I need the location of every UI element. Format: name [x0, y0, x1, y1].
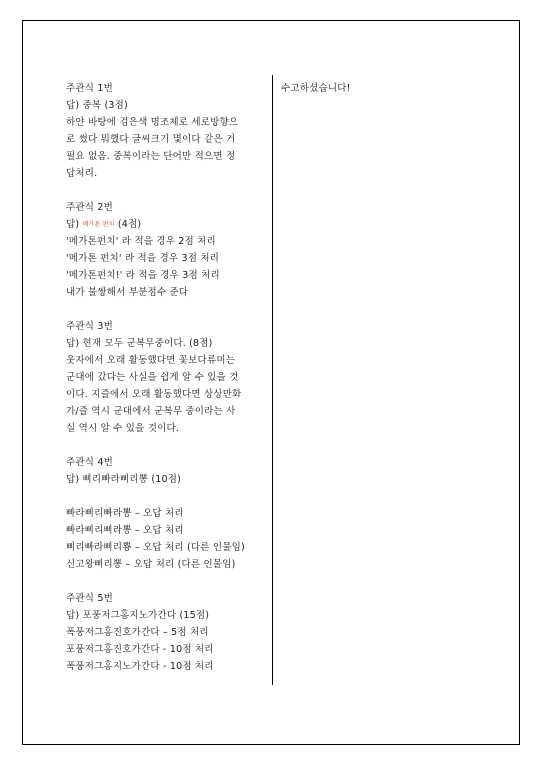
question-1-line: 필요 없음. 중복이라는 단어만 적으면 정 — [66, 151, 236, 162]
question-5-line: 폭풍저그홍지노가간다 - 10점 처리 — [66, 661, 214, 672]
question-1-heading: 주관식 1번 — [66, 83, 113, 94]
question-1-line: 하얀 바탕에 검은색 명조체로 세로방향으 — [66, 117, 239, 128]
question-4-answer: 답) 삐리빠라삐리뽕 (10점) — [66, 474, 182, 485]
question-1-line: 로 썼다 뭐했다 글씨크기 몇이다 같은 거 — [66, 134, 236, 145]
question-4-line: 신고왕삐리뽕 – 오답 처리 (다른 인물임) — [66, 559, 236, 570]
question-4-block — [66, 454, 266, 573]
question-3-heading: 주관식 3번 — [66, 321, 113, 332]
question-2-answer-points: (4점) — [117, 219, 142, 230]
question-2-answer — [66, 216, 266, 233]
question-5-answer: 답) 포풍저그홍지노가간다 (15점) — [66, 610, 210, 621]
answer-key-column — [66, 80, 266, 675]
document-page — [22, 20, 520, 745]
question-4-line: 삐리빠라삐리뿅 – 오답 처리 (다른 인물임) — [66, 542, 245, 553]
question-3-line: 웃자에서 오래 활동했다면 꽃보다류미는 — [66, 355, 236, 366]
question-2-answer-small-text: 메가톤 펀치 — [82, 221, 115, 228]
question-1-answer: 답) 중복 (3점) — [66, 100, 128, 111]
question-3-block — [66, 318, 266, 437]
question-2-line: 내가 불쌍해서 부분점수 준다 — [66, 287, 189, 298]
question-1-block — [66, 80, 266, 182]
question-5-block — [66, 590, 266, 675]
question-4-line: 빠라삐리빠라뽕 – 오답 처리 — [66, 508, 184, 519]
question-3-line: 가/즐 역시 군대에서 군복무 중이라는 사 — [66, 406, 236, 417]
question-5-heading: 주관식 5번 — [66, 593, 113, 604]
question-1-line: 답처리. — [66, 168, 98, 179]
spacer — [66, 488, 266, 505]
question-4-line: 빠라삐리삐라뽕 – 오답 처리 — [66, 525, 184, 536]
column-divider — [272, 75, 273, 685]
question-5-line: 포풍저그홍진호가간다 - 10점 처리 — [66, 644, 214, 655]
question-2-line: '메가톤펀치' 라 적을 경우 2점 처리 — [66, 236, 216, 247]
question-2-block — [66, 199, 266, 301]
question-3-line: 군대에 갔다는 사실을 쉽게 알 수 있을 것 — [66, 372, 239, 383]
question-5-line: 폭풍저그홍진호가간다 – 5점 처리 — [66, 627, 209, 638]
question-3-line: 실 역시 알 수 있을 것이다. — [66, 423, 180, 434]
question-2-heading: 주관식 2번 — [66, 202, 113, 213]
question-2-line: '메가톤 펀치' 라 적을 경우 3점 처리 — [66, 253, 220, 264]
question-2-answer-prefix: 답) — [66, 219, 80, 230]
question-3-answer: 답) 현재 모두 군복무중이다. (8점) — [66, 338, 213, 349]
question-2-line: '메가톤펀치!' 라 적을 경우 3점 처리 — [66, 270, 220, 281]
question-4-heading: 주관식 4번 — [66, 457, 113, 468]
closing-column — [281, 80, 481, 97]
closing-message: 수고하셨습니다! — [281, 83, 351, 94]
question-3-line: 이다. 지즐에서 오래 활동했다면 상상만화 — [66, 389, 242, 400]
